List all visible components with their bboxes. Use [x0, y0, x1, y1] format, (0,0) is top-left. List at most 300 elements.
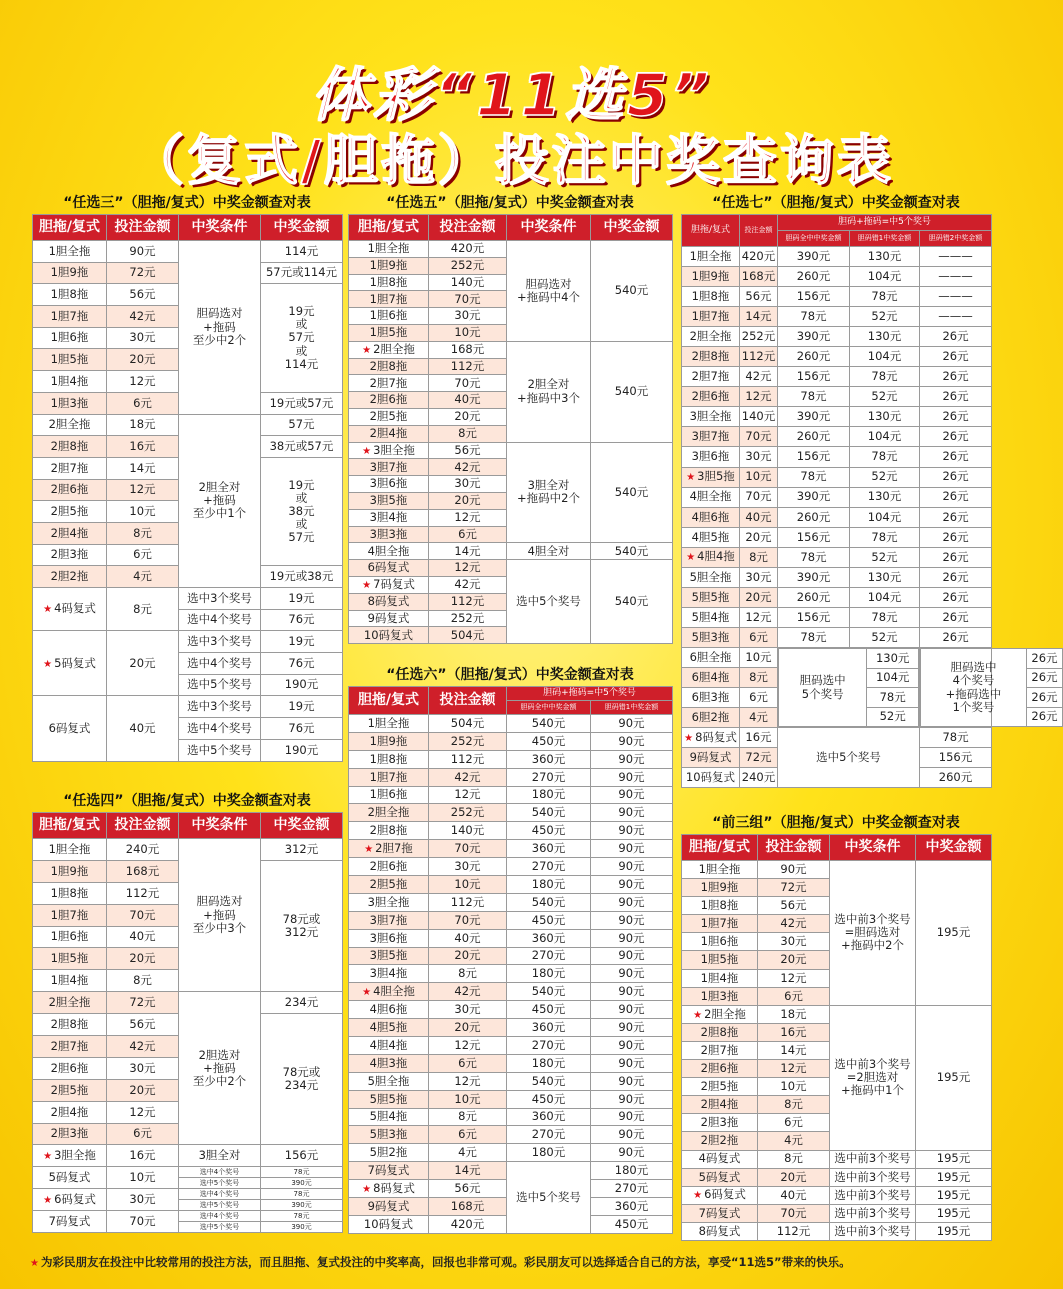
bet-amount-cell: 42元 [107, 1036, 179, 1058]
star-icon: ★ [686, 472, 696, 484]
bet-type-cell: ★ 4胆4拖 [682, 547, 740, 567]
bet-type-cell: 4胆6拖 [349, 1001, 429, 1019]
prize-cell: 180元 [507, 876, 591, 894]
section-r3 [32, 192, 342, 762]
bet-type-cell: 2胆4拖 [349, 425, 429, 442]
bet-amount-cell: 168元 [429, 341, 507, 358]
bet-type-cell: ★ 8码复式 [682, 728, 740, 748]
bet-amount-cell: 30元 [758, 933, 830, 951]
prize-cell: 450元 [507, 911, 591, 929]
bet-amount-cell: 168元 [107, 860, 179, 882]
prize-cell: 390元 [778, 247, 850, 267]
bet-amount-cell: 40元 [107, 926, 179, 948]
prize-cell: 38元或57元 [261, 436, 343, 458]
bet-amount-cell: 30元 [740, 567, 778, 587]
column-header: 胆码错2中奖金额 [920, 231, 992, 247]
prize-cell: 26元 [920, 607, 992, 627]
table-row [33, 839, 343, 861]
column-header: 胆拖/复式 [349, 687, 429, 715]
prize-cell: 26元 [1027, 688, 1063, 708]
table-row [682, 647, 992, 667]
prize-cell: 450元 [507, 1001, 591, 1019]
bet-amount-cell: 20元 [740, 587, 778, 607]
bet-type-cell: 7码复式 [349, 1162, 429, 1180]
prize-cell: 19元 或 38元 或 57元 [261, 457, 343, 565]
bet-amount-cell: 20元 [429, 947, 507, 965]
bet-type-cell: 2胆2拖 [33, 566, 107, 588]
table-row [682, 1186, 992, 1204]
title-line-2: （复式/胆拖）投注中奖查询表 [130, 129, 894, 192]
bet-type-cell: 1胆5拖 [33, 948, 107, 970]
bet-amount-cell: 16元 [758, 1023, 830, 1041]
prize-cell: 26元 [920, 347, 992, 367]
bet-amount-cell: 20元 [107, 948, 179, 970]
prize-cell: 19元或57元 [261, 392, 343, 414]
bet-type-cell: 2胆8拖 [33, 436, 107, 458]
bet-amount-cell: 18元 [758, 1005, 830, 1023]
bet-amount-cell: 10元 [740, 467, 778, 487]
prize-cell: 156元 [261, 1145, 343, 1167]
bet-amount-cell: 42元 [758, 915, 830, 933]
bet-amount-cell: 20元 [107, 631, 179, 696]
prize-cell: 90元 [591, 1108, 673, 1126]
prize-cell: 26元 [920, 547, 992, 567]
bet-amount-cell: 6元 [740, 688, 778, 708]
table-row [682, 447, 992, 467]
table-row [349, 1072, 673, 1090]
table-row [349, 1144, 673, 1162]
bet-amount-cell: 72元 [758, 879, 830, 897]
bet-type-cell: 4胆全拖 [349, 543, 429, 560]
bet-type-cell: 1胆全拖 [682, 861, 758, 879]
bet-type-cell: 1胆9拖 [682, 879, 758, 897]
prize-cell: 90元 [591, 822, 673, 840]
column-header: 胆拖/复式 [33, 813, 107, 839]
prize-cell: 26元 [1027, 649, 1063, 669]
section-r6 [348, 664, 672, 1234]
bet-amount-cell: 30元 [429, 1001, 507, 1019]
prize-cell: 390元 [778, 487, 850, 507]
bet-amount-cell: 420元 [429, 241, 507, 258]
win-condition-cell: 选中3个奖号 [179, 631, 261, 653]
bet-amount-cell: 30元 [429, 308, 507, 325]
win-condition-cell: 选中前3个奖号 [830, 1222, 916, 1240]
bet-type-cell: 2胆3拖 [682, 1114, 758, 1132]
table-row [682, 527, 992, 547]
prize-cell: 52元 [850, 547, 920, 567]
bet-type-cell: 4胆5拖 [349, 1019, 429, 1037]
bet-type-cell: 1胆9拖 [349, 257, 429, 274]
bet-type-cell: 5码复式 [33, 1167, 107, 1189]
prize-cell: 130元 [850, 247, 920, 267]
prize-cell: 260元 [778, 587, 850, 607]
bet-type-cell: 4胆5拖 [682, 527, 740, 547]
prize-cell: 450元 [507, 1090, 591, 1108]
bet-type-cell: 1胆8拖 [349, 274, 429, 291]
bet-type-cell: 1胆全拖 [349, 241, 429, 258]
table-row [33, 1211, 343, 1222]
bet-amount-cell: 70元 [429, 291, 507, 308]
bet-amount-cell: 16元 [107, 436, 179, 458]
bet-type-cell: 4胆4拖 [349, 1037, 429, 1055]
prize-cell: 195元 [916, 861, 992, 1006]
bet-type-cell: 3胆5拖 [349, 492, 429, 509]
bet-type-cell: 4胆3拖 [349, 1054, 429, 1072]
table-row [682, 387, 992, 407]
bet-type-cell: 5胆全拖 [349, 1072, 429, 1090]
table-q3 [681, 834, 992, 1241]
table-row [349, 215, 673, 241]
bet-amount-cell: 12元 [107, 1101, 179, 1123]
bet-amount-cell: 10元 [429, 1090, 507, 1108]
prize-cell: 78元 [850, 367, 920, 387]
column-header: 胆码错1中奖金额 [850, 231, 920, 247]
column-header: 投注金额 [107, 813, 179, 839]
prize-cell: 260元 [778, 267, 850, 287]
column-header: 中奖金额 [261, 813, 343, 839]
win-condition-cell: 选中前3个奖号 [830, 1186, 916, 1204]
table-row [682, 487, 992, 507]
prize-cell: 270元 [591, 1180, 673, 1198]
bet-type-cell: 1胆7拖 [682, 307, 740, 327]
bet-type-cell: 1胆9拖 [682, 267, 740, 287]
bet-type-cell: 2胆7拖 [33, 1036, 107, 1058]
table-row [349, 983, 673, 1001]
prize-cell: 78元 [920, 728, 992, 748]
prize-cell: 78元 [778, 547, 850, 567]
prize-cell: 52元 [850, 627, 920, 647]
bet-type-cell: 2胆2拖 [682, 1132, 758, 1150]
win-condition-cell: 选中5个奖号 [507, 1162, 591, 1234]
bet-amount-cell: 56元 [740, 287, 778, 307]
bet-type-cell: 4码复式 [682, 1150, 758, 1168]
table-row [349, 840, 673, 858]
bet-type-cell: 4胆全拖 [682, 487, 740, 507]
bet-amount-cell: 252元 [429, 257, 507, 274]
star-icon: ★ [43, 1151, 53, 1163]
bet-amount-cell: 14元 [429, 543, 507, 560]
bet-amount-cell: 90元 [758, 861, 830, 879]
bet-type-cell: 1胆5拖 [349, 324, 429, 341]
prize-cell: 90元 [591, 840, 673, 858]
win-condition-cell: 选中4个奖号 [179, 653, 261, 675]
bet-amount-cell: 14元 [107, 457, 179, 479]
bet-amount-cell: 20元 [107, 349, 179, 371]
table-row [349, 241, 673, 258]
footnote [30, 1254, 1010, 1270]
prize-cell: 19元或38元 [261, 566, 343, 588]
table-row [349, 911, 673, 929]
bet-type-cell: 2胆5拖 [33, 1079, 107, 1101]
prize-cell: 90元 [591, 1019, 673, 1037]
table-row [349, 732, 673, 750]
prize-cell: 260元 [778, 507, 850, 527]
bet-type-cell: ★ 4码复式 [33, 588, 107, 631]
prize-cell: 104元 [850, 507, 920, 527]
bet-type-cell: 2胆8拖 [349, 358, 429, 375]
bet-type-cell: ★ 8码复式 [349, 1180, 429, 1198]
prize-cell: 260元 [778, 427, 850, 447]
prize-cell: 76元 [261, 718, 343, 740]
win-condition-cell: 选中3个奖号 [179, 696, 261, 718]
bet-amount-cell: 72元 [740, 748, 778, 768]
bet-type-cell: 5胆3拖 [349, 1126, 429, 1144]
bet-amount-cell: 252元 [740, 327, 778, 347]
table-row [921, 649, 1063, 669]
table-row [682, 267, 992, 287]
bet-type-cell: 10码复式 [349, 1215, 429, 1233]
prize-cell: 390元 [261, 1200, 343, 1211]
win-condition-cell: 选中5个奖号 [179, 1222, 261, 1233]
bet-type-cell: 3胆6拖 [349, 929, 429, 947]
win-condition-cell: 选中5个奖号 [507, 560, 591, 644]
column-header: 投注金额 [107, 215, 179, 241]
prize-cell: 360元 [507, 840, 591, 858]
win-condition-cell: 3胆全对 [179, 1145, 261, 1167]
prize-cell: 156元 [778, 607, 850, 627]
section-title-r5: “任选五”（胆拖/复式）中奖金额查对表 [386, 195, 634, 211]
star-icon: ★ [362, 1183, 372, 1195]
bet-type-cell: 1胆4拖 [33, 371, 107, 393]
table-row [349, 858, 673, 876]
bet-amount-cell: 4元 [429, 1144, 507, 1162]
table-row [349, 929, 673, 947]
section-r4 [32, 790, 342, 1233]
bet-type-cell: 2胆5拖 [349, 876, 429, 894]
bet-type-cell: 6胆4拖 [682, 667, 740, 687]
bet-amount-cell: 112元 [429, 893, 507, 911]
bet-type-cell: 3胆全拖 [682, 407, 740, 427]
star-icon: ★ [362, 987, 372, 999]
table-row [682, 1005, 992, 1023]
bet-amount-cell: 6元 [758, 1114, 830, 1132]
table-row [349, 1054, 673, 1072]
prize-cell: 78元或 234元 [261, 1014, 343, 1145]
win-condition-cell: 选中4个奖号 [179, 1189, 261, 1200]
prize-cell: 195元 [916, 1186, 992, 1204]
bet-type-cell: 1胆5拖 [682, 951, 758, 969]
win-condition-cell: 胆码选中 5个奖号 [779, 649, 867, 727]
prize-cell: 195元 [916, 1168, 992, 1186]
prize-cell: 90元 [591, 768, 673, 786]
prize-cell: 195元 [916, 1005, 992, 1150]
bet-type-cell: 3胆4拖 [349, 509, 429, 526]
bet-amount-cell: 6元 [107, 1123, 179, 1145]
table-row [33, 696, 343, 718]
prize-cell: 76元 [261, 653, 343, 675]
bet-amount-cell: 56元 [429, 442, 507, 459]
table-row [33, 1189, 343, 1200]
table-r5 [348, 214, 673, 644]
bet-amount-cell: 20元 [758, 1168, 830, 1186]
bet-type-cell: 1胆全拖 [682, 247, 740, 267]
bet-amount-cell: 16元 [740, 728, 778, 748]
prize-cell: 26元 [920, 367, 992, 387]
bet-type-cell: 1胆7拖 [349, 291, 429, 308]
bet-amount-cell: 112元 [429, 750, 507, 768]
bet-amount-cell: 8元 [429, 425, 507, 442]
prize-cell: 190元 [261, 739, 343, 761]
prize-cell: 540元 [591, 543, 673, 560]
prize-cell: 130元 [850, 327, 920, 347]
win-condition-cell: 选中前3个奖号 [830, 1150, 916, 1168]
prize-cell: 540元 [507, 983, 591, 1001]
table-row [682, 287, 992, 307]
bet-amount-cell: 112元 [107, 882, 179, 904]
bet-amount-cell: 12元 [758, 969, 830, 987]
bet-amount-cell: 20元 [429, 1019, 507, 1037]
prize-cell: 360元 [507, 929, 591, 947]
table-row [682, 1204, 992, 1222]
bet-type-cell: ★ 6码复式 [33, 1189, 107, 1211]
six-dan-inner-table [920, 648, 1063, 727]
bet-amount-cell: 112元 [758, 1222, 830, 1240]
prize-cell: 390元 [778, 567, 850, 587]
bet-amount-cell: 14元 [429, 1162, 507, 1180]
prize-cell: 180元 [507, 965, 591, 983]
bet-amount-cell: 8元 [429, 965, 507, 983]
prize-cell: 260元 [920, 768, 992, 788]
bet-type-cell: 5胆4拖 [682, 607, 740, 627]
bet-type-cell: 1胆全拖 [33, 241, 107, 263]
bet-type-cell: 3胆7拖 [682, 427, 740, 447]
bet-amount-cell: 20元 [758, 951, 830, 969]
section-title-r7: “任选七”（胆拖/复式）中奖金额查对表 [712, 195, 960, 211]
bet-amount-cell: 70元 [107, 1211, 179, 1233]
bet-amount-cell: 420元 [740, 247, 778, 267]
bet-type-cell: 5码复式 [682, 1168, 758, 1186]
prize-cell: 90元 [591, 911, 673, 929]
bet-amount-cell: 140元 [740, 407, 778, 427]
bet-amount-cell: 12元 [429, 1037, 507, 1055]
bet-type-cell: ★ 5码复式 [33, 631, 107, 696]
prize-cell: 104元 [867, 668, 919, 688]
prize-cell: 270元 [507, 858, 591, 876]
bet-type-cell: 2胆7拖 [349, 375, 429, 392]
bet-type-cell: 2胆5拖 [33, 501, 107, 523]
bet-amount-cell: 8元 [758, 1150, 830, 1168]
bet-type-cell: 3胆全拖 [349, 893, 429, 911]
table-row [349, 1019, 673, 1037]
star-icon: ★ [686, 552, 696, 564]
bet-amount-cell: 12元 [429, 560, 507, 577]
bet-amount-cell: 252元 [429, 610, 507, 627]
bet-type-cell: 4胆6拖 [682, 507, 740, 527]
bet-type-cell: 1胆5拖 [33, 349, 107, 371]
bet-type-cell: 1胆3拖 [682, 987, 758, 1005]
bet-type-cell: 1胆8拖 [682, 287, 740, 307]
bet-amount-cell: 72元 [107, 262, 179, 284]
prize-cell: 234元 [261, 992, 343, 1014]
prize-cell: 390元 [261, 1222, 343, 1233]
bet-amount-cell: 12元 [740, 387, 778, 407]
prize-cell: 26元 [920, 567, 992, 587]
prize-cell: 360元 [507, 750, 591, 768]
prize-cell: 195元 [916, 1222, 992, 1240]
prize-cell: 90元 [591, 947, 673, 965]
table-row [682, 587, 992, 607]
prize-cell: 26元 [920, 587, 992, 607]
bet-amount-cell: 20元 [107, 1079, 179, 1101]
bet-amount-cell: 56元 [107, 1014, 179, 1036]
table-row [349, 1037, 673, 1055]
bet-amount-cell: 240元 [107, 839, 179, 861]
bet-amount-cell: 112元 [429, 593, 507, 610]
table-row [349, 543, 673, 560]
star-icon: ★ [30, 1258, 39, 1269]
prize-cell: 90元 [591, 858, 673, 876]
bet-type-cell: 1胆6拖 [33, 926, 107, 948]
column-header: 投注金额 [429, 215, 507, 241]
bet-type-cell: 2胆6拖 [349, 392, 429, 409]
prize-cell: 26元 [920, 527, 992, 547]
bet-amount-cell: 14元 [758, 1041, 830, 1059]
bet-amount-cell: 70元 [740, 487, 778, 507]
win-condition-cell: 选中前3个奖号 =2胆选对 +拖码中1个 [830, 1005, 916, 1150]
column-header: 中奖金额 [916, 835, 992, 861]
bet-type-cell: 5胆2拖 [349, 1144, 429, 1162]
prize-cell: 195元 [916, 1204, 992, 1222]
table-row [349, 1001, 673, 1019]
table-row [33, 414, 343, 436]
bet-type-cell: 1胆7拖 [682, 915, 758, 933]
table-row [349, 1108, 673, 1126]
win-condition-cell: 选中4个奖号 [179, 718, 261, 740]
table-row [682, 367, 992, 387]
bet-amount-cell: 20元 [740, 527, 778, 547]
bet-type-cell: 1胆6拖 [33, 327, 107, 349]
bet-type-cell: 3胆6拖 [682, 447, 740, 467]
table-row [33, 1145, 343, 1167]
table-r3 [32, 214, 343, 762]
bet-type-cell: 2胆6拖 [33, 1057, 107, 1079]
bet-type-cell: 3胆5拖 [349, 947, 429, 965]
prize-cell: 78元 [778, 387, 850, 407]
bet-amount-cell: 70元 [107, 904, 179, 926]
column-group-header: 胆码+拖码=中5个奖号 [778, 215, 992, 231]
bet-type-cell: 2胆6拖 [682, 1060, 758, 1078]
prize-cell: 450元 [591, 1215, 673, 1233]
prize-cell: 156元 [778, 527, 850, 547]
prize-cell: ——— [920, 307, 992, 327]
bet-type-cell: 1胆8拖 [682, 897, 758, 915]
table-row [349, 893, 673, 911]
prize-cell: 90元 [591, 1054, 673, 1072]
prize-cell: 90元 [591, 804, 673, 822]
table-row [682, 1222, 992, 1240]
bet-type-cell: 2胆8拖 [682, 347, 740, 367]
prize-cell: 130元 [850, 487, 920, 507]
bet-amount-cell: 40元 [107, 696, 179, 761]
table-row [33, 631, 343, 653]
prize-cell: 130元 [850, 567, 920, 587]
table-row [349, 560, 673, 577]
table-row [33, 813, 343, 839]
prize-cell: 104元 [850, 347, 920, 367]
bet-amount-cell: 8元 [107, 588, 179, 631]
prize-cell: 390元 [778, 407, 850, 427]
prize-cell: 270元 [507, 1126, 591, 1144]
table-row [33, 1167, 343, 1178]
bet-amount-cell: 8元 [758, 1096, 830, 1114]
prize-cell: 26元 [920, 427, 992, 447]
table-row [682, 835, 992, 861]
bet-type-cell: 2胆6拖 [682, 387, 740, 407]
table-row [33, 215, 343, 241]
prize-cell: 390元 [261, 1178, 343, 1189]
prize-cell: 130元 [850, 407, 920, 427]
prize-cell: 52元 [850, 467, 920, 487]
